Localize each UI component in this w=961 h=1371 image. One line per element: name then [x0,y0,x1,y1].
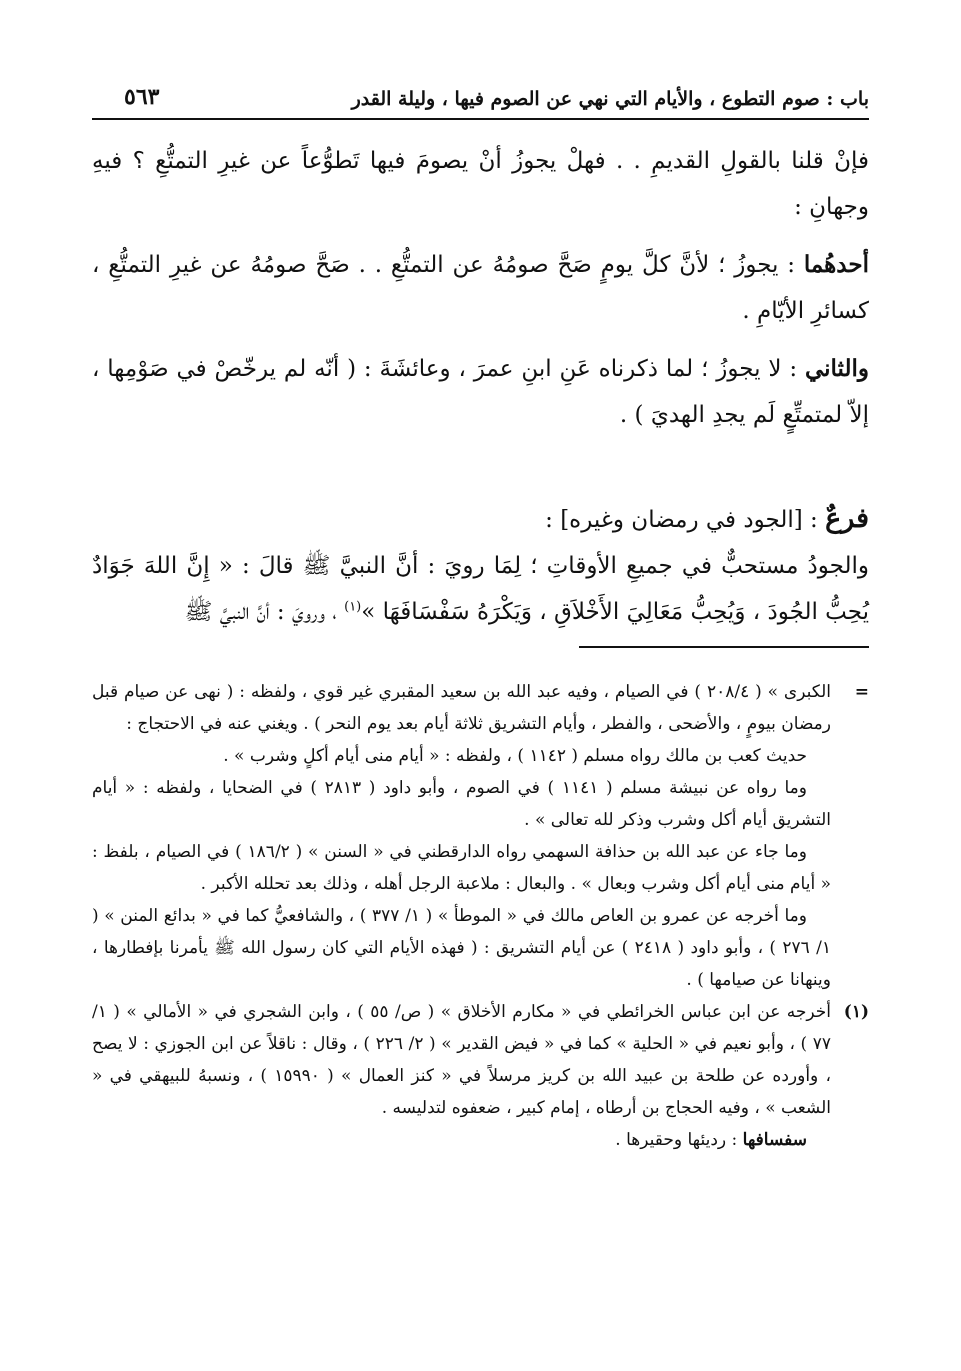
footnote-reference[interactable]: (١) [344,599,362,615]
gloss-term: سفسافها [742,1130,807,1150]
section-heading-lead: فرعٌ [825,503,869,534]
paragraph-second-view [92,346,869,438]
paragraph-lead: أحدهُما [803,251,869,278]
footnotes [92,676,869,1156]
paragraph-generosity [92,543,869,635]
footnote-gloss [92,1124,831,1156]
paragraph-text: والجودُ مستحبٌّ في جميعِ الأوقاتِ ؛ لِمَا رويَ : أنَّ النبيَّ ﷺ قالَ : « إِنَّ اللهَ جَوَادٌ يُحِبُّ الجُودَ ، وَيُحِبُّ مَعَالِيَ الأَخْلاَقِ ، وَيَكْرَهُ سَفْسَافَهَا » [92,553,869,625]
section-generosity [92,496,869,635]
footnote-text: وما رواه عن نبيشة مسلم ( ١١٤١ ) في الصوم ، وأبو داود ( ٢٨١٣ ) في الضحايا ، ولفظه : « أيام التشريق أيام أكل وشرب وذكر لله تعالى » . [92,778,831,830]
page-number: ٥٦٣ [124,84,160,110]
footnote-text: الكبرى » ( ٢٠٨/٤ ) في الصيام ، وفيه عبد الله بن سعيد المقبري غير قوي ، ولفظه : ( نهى عن صيام قبل رمضان بيومٍ ، والأضحى ، والفطر ، وأيام التشريق ثلاثة أيام بعد يوم النحر ) . ويغني عنه في الاحتجاج : [92,682,831,734]
page-header [92,84,869,120]
paragraph-lead: والثاني [804,355,869,382]
paragraph-text: ، ورويَ : أنَّ النبيَّ ﷺ [184,599,345,625]
running-title: باب : صوم التطوع ، والأيام التي نهي عن الصوم فيها ، وليلة القدر [351,88,869,110]
footnote-continued [92,676,869,996]
paragraph-text: فإنْ قلنا بالقولِ القديمِ . . فهلْ يجوزُ أنْ يصومَ فيها تَطوُّعاً عن غيرِ التمتُّعِ ؟ فيهِ وجهانِ : [92,148,869,220]
footnote-separator [579,646,869,648]
footnote-1 [92,996,869,1156]
main-text [92,138,869,647]
footnote-text: أخرجه عن ابن عباس الخرائطي في « مكارم الأخلاق » ( ص/ ٥٥ ) ، وابن الشجري في « الأمالي » ( ١/ ٧٧ ) ، وأبو نعيم في « الحلية » كما في « فيض القدير » ( ٢/ ٢٢٦ ) ، وقال : ناقلاً عن ابن الجوزي : لا يصح ، وأورده عن طلحة بن عبيد الله بن كريز مرسلاً في « كنز العمال » ( ١٥٩٩٠ ) ، ونسبهُ للبيهقي في « الشعب » ، وفيه الحجاج بن أرطاه ، إمام كبير ، ضعفوه لتدليسه . [92,1002,831,1118]
section-heading [92,496,869,543]
gloss-text: : رديئها وحقيرها . [615,1130,743,1150]
footnote-text: وما جاء عن عبد الله بن حذافة السهمي رواه الدارقطني في « السنن » ( ١٨٦/٢ ) في الصيام ، بلفظ : « أيام منى أيام أكل وشرب وبعال » . والبعال : ملاعبة الرجل أهله ، وذلك بعد تحلله الأكبر . [92,842,831,894]
paragraph-text: : يجوزُ ؛ لأنَّ كلَّ يومٍ صَحَّ صومُهُ عن التمتُّعِ . . صَحَّ صومُهُ عن غيرِ التمتُّعِ ، كسائرِ الأيّامِ . [92,252,869,324]
paragraph-first-view [92,242,869,334]
footnote-marker: = [854,682,869,702]
footnote-text: وما أخرجه عن عمرو بن العاص مالك في « الموطأ » ( ١/ ٣٧٧ ) ، والشافعيُّ كما في « بدائع المنن » ( ١/ ٢٧٦ ) ، وأبو داود ( ٢٤١٨ ) عن أيام التشريق : ( فهذه الأيام التي كان رسول الله ﷺ يأمرنا بإفطارها ، وينهانا عن صيامها ) . [92,906,831,990]
footnote-marker: (١) [843,1002,869,1022]
paragraph-old-view [92,138,869,230]
paragraph-text: : لا يجوزُ ؛ لما ذكرناه عَنِ ابنِ عمرَ ، وعائشَةَ : ( أنّه لم يرخّصْ في صَوْمِها ، إلاّ لمتمتِّعٍ لَم يجدِ الهديَ ) . [92,356,869,428]
section-heading-text: : [الجود في رمضان وغيره] : [545,507,826,533]
footnote-text: حديث كعب بن مالك رواه مسلم ( ١١٤٢ ) ، ولفظه : « أيام منى أيام أكلٍ وشرب » . [223,746,807,766]
